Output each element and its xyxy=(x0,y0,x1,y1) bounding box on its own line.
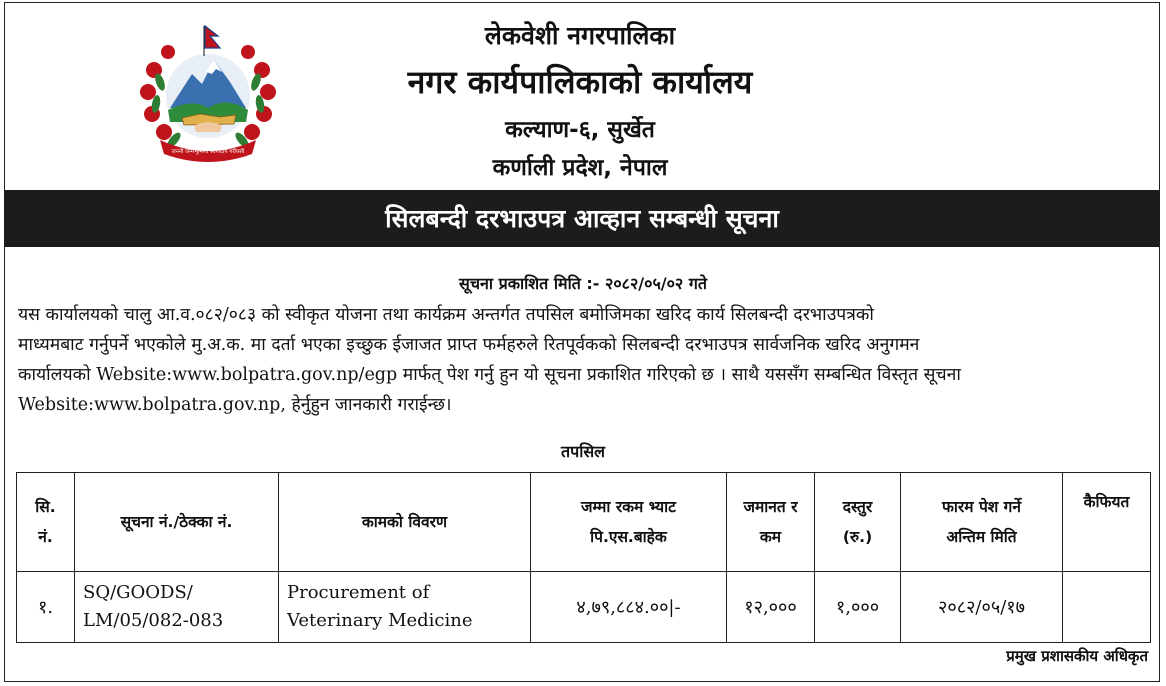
table-header-row xyxy=(17,473,1151,572)
cell-deposit: १२,००० xyxy=(727,572,815,643)
col-header-deposit: जमानत र कम xyxy=(727,473,815,572)
office-name: नगर कार्यपालिकाको कार्यालय xyxy=(407,63,753,101)
cell-sn: १. xyxy=(17,572,75,643)
svg-text:जननी जन्मभूमिश्च स्वर्गादपि गर: जननी जन्मभूमिश्च स्वर्गादपि गरीयसी xyxy=(171,149,245,155)
col-header-remarks: कैफियत xyxy=(1063,473,1151,572)
notice-title: सिलबन्दी दरभाउपत्र आव्हान सम्बन्धी सूचना xyxy=(4,190,1160,247)
notice-body xyxy=(18,300,1150,420)
col-header-amount: जम्मा रकम भ्याट पि.एस.बाहेक xyxy=(531,473,727,572)
cell-remarks xyxy=(1063,572,1151,643)
table-row xyxy=(17,572,1151,643)
cell-notice-no: SQ/GOODS/ LM/05/082-083 xyxy=(75,572,279,643)
nepal-emblem-icon xyxy=(134,22,282,162)
col-header-deadline: फारम पेश गर्ने अन्तिम मिति xyxy=(901,473,1063,572)
office-address: कल्याण-६, सुर्खेत xyxy=(505,117,655,143)
province-country: कर्णाली प्रदेश, नेपाल xyxy=(492,155,668,181)
body-line: यस कार्यालयको चालु आ.व.०८२/०८३ को स्वीकृत योजना तथा कार्यक्रम अन्तर्गत तपसिल बमोजिमका खरिद कार्य सिलबन्दी दरभाउपत्रको xyxy=(18,305,874,325)
publish-date: सूचना प्रकाशित मिति :- २०८२/०५/०२ गते xyxy=(459,274,707,293)
municipality-name: लेकवेशी नगरपालिका xyxy=(484,21,676,50)
signer-title: प्रमुख प्रशासकीय अधिकृत xyxy=(1006,647,1148,665)
cell-deadline: २०८२/०५/१७ xyxy=(901,572,1063,643)
cell-work-desc: Procurement of Veterinary Medicine xyxy=(279,572,531,643)
col-header-notice-no: सूचना नं./ठेक्का नं. xyxy=(75,473,279,572)
tender-table xyxy=(16,472,1151,643)
table-caption: तपसिल xyxy=(560,442,606,461)
col-header-work-desc: कामको विवरण xyxy=(279,473,531,572)
body-line: कार्यालयको Website:www.bolpatra.gov.np/egp मार्फत् पेश गर्नु हुन यो सूचना प्रकाशित गरिएको छ । साथै यससँग सम्बन्धित विस्तृत सूचना xyxy=(18,365,961,385)
col-header-sn: सि. नं. xyxy=(17,473,75,572)
col-header-fee: दस्तुर (रु.) xyxy=(815,473,901,572)
body-line: Website:www.bolpatra.gov.np, हेर्नुहुन जानकारी गराईन्छ। xyxy=(18,395,452,415)
cell-fee: १,००० xyxy=(815,572,901,643)
cell-amount: ४,७९,८८४.००|- xyxy=(531,572,727,643)
body-line: माध्यमबाट गर्नुपर्ने भएकोले मु.अ.क. मा दर्ता भएका इच्छुक ईजाजत प्राप्त फर्महरुले रितपूर्वकको सिलबन्दी दरभाउपत्र सार्वजनिक खरिद अनुगमन xyxy=(18,335,920,355)
